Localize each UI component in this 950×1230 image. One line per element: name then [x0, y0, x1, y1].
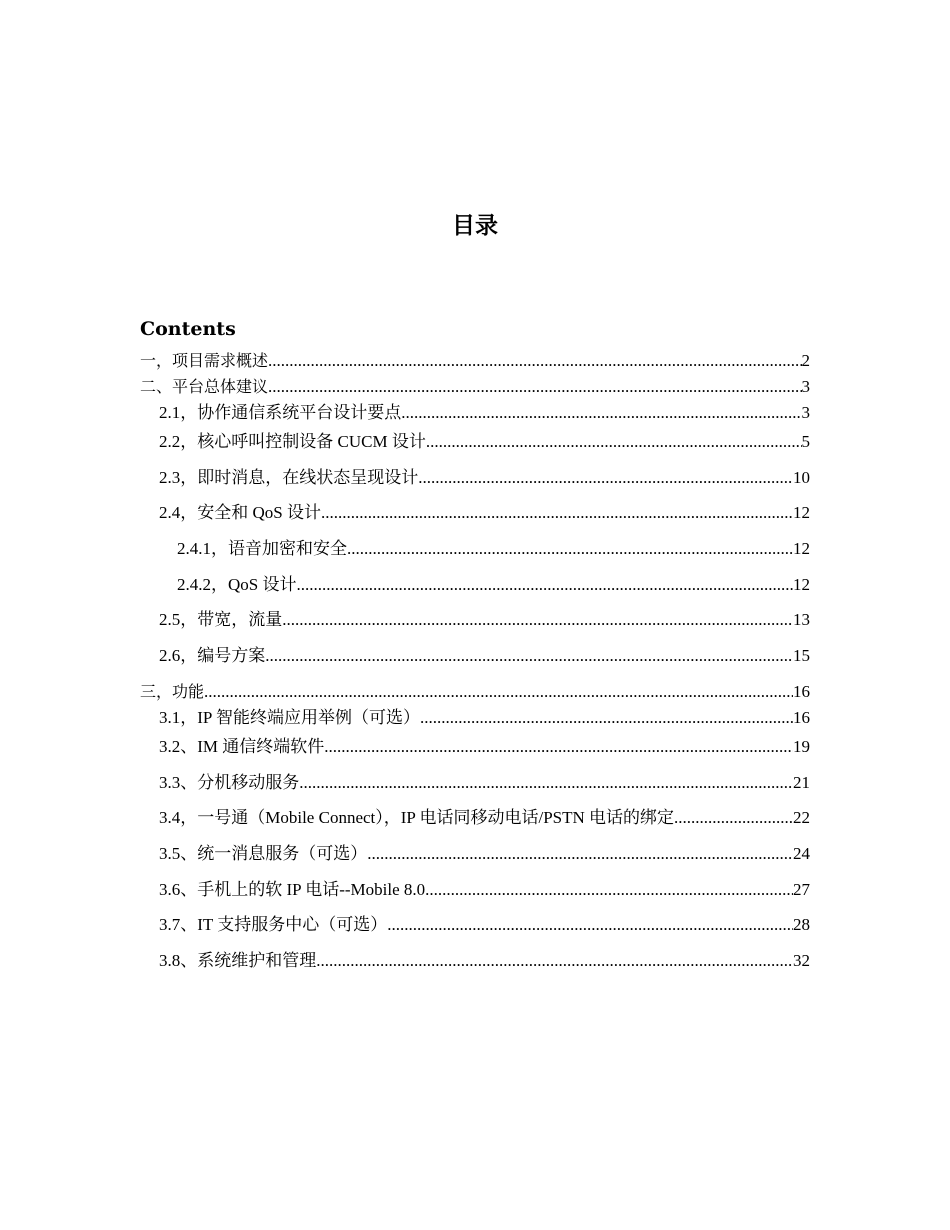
toc-leader [367, 841, 793, 867]
toc-leader [324, 734, 793, 760]
toc-leader [420, 705, 793, 731]
toc-leader [296, 572, 793, 598]
toc-page-number: 15 [793, 646, 810, 666]
toc-page-number: 16 [793, 707, 810, 727]
toc-entry-text: 3.4，一号通（Mobile Connect），IP 电话同移动电话/PSTN 电话的绑定 [159, 808, 675, 828]
toc-entry-text: 2.2，核心呼叫控制设备 CUCM 设计 [159, 432, 426, 451]
toc-entry[interactable] [140, 607, 810, 643]
toc-leader [426, 429, 802, 455]
toc-page-number: 3 [801, 403, 810, 422]
toc-entry[interactable] [140, 500, 810, 536]
toc-page-number: 12 [793, 503, 810, 523]
toc-entry[interactable] [140, 705, 810, 734]
toc-entry[interactable] [140, 841, 810, 877]
toc-entry-text: 3.5、统一消息服务（可选） [159, 843, 368, 863]
toc-entry[interactable] [140, 770, 810, 806]
toc-page-number: 13 [793, 610, 810, 630]
toc-entry-text: 2.6，编号方案 [159, 646, 266, 666]
toc-page-number: 12 [793, 574, 810, 594]
toc-entry[interactable] [140, 400, 810, 429]
toc-entry-text: 3.1，IP 智能终端应用举例（可选） [159, 707, 420, 727]
toc-page-number: 12 [793, 539, 810, 559]
toc-entry[interactable] [140, 465, 810, 501]
toc-leader [265, 643, 793, 669]
toc-entry-text: 2.3，即时消息，在线状态呈现设计 [159, 467, 419, 487]
toc-leader [387, 912, 793, 938]
toc-entry[interactable] [140, 374, 810, 400]
toc-entry-text: 3.2、IM 通信终端软件 [159, 736, 325, 756]
toc-entry-text: 2.4.2，QoS 设计 [177, 574, 297, 594]
toc-entry-text: 2.1，协作通信系统平台设计要点 [159, 403, 402, 422]
toc-entry-text: 3.3、分机移动服务 [159, 772, 300, 792]
toc-entry[interactable] [140, 348, 810, 374]
toc-entry-text: 2.4.1，语音加密和安全 [177, 539, 347, 559]
toc-entry[interactable] [140, 877, 810, 913]
toc-leader [401, 400, 801, 426]
toc-entry-text: 一，项目需求概述 [140, 351, 269, 370]
toc-entry-text: 2.5，带宽，流量 [159, 610, 283, 630]
toc-entry-text: 3.8、系统维护和管理 [159, 950, 317, 970]
toc-leader [347, 536, 793, 562]
toc-entry-text: 2.4，安全和 QoS 设计 [159, 503, 321, 523]
toc-leader [299, 770, 793, 796]
toc-page-number: 5 [801, 432, 810, 451]
toc-page-number: 16 [793, 681, 810, 701]
toc-page-number: 3 [801, 377, 810, 396]
toc-page-number: 22 [793, 808, 810, 828]
toc-leader [316, 948, 793, 974]
toc-entry[interactable] [140, 805, 810, 841]
toc-leader [674, 805, 793, 831]
toc-entry[interactable] [140, 679, 810, 705]
toc-leader [268, 348, 801, 374]
toc-leader [321, 500, 793, 526]
toc-page-number: 19 [793, 736, 810, 756]
contents-heading: Contents [140, 318, 236, 340]
toc-page-number: 27 [793, 879, 810, 899]
toc-entry[interactable] [140, 948, 810, 984]
toc-entry[interactable] [140, 734, 810, 770]
toc-entry[interactable] [140, 643, 810, 679]
toc-entry-text: 3.6、手机上的软 IP 电话--Mobile 8.0 [159, 879, 426, 899]
table-of-contents [140, 348, 810, 984]
toc-leader [418, 465, 793, 491]
toc-page-number: 28 [793, 915, 810, 935]
toc-leader [425, 877, 793, 903]
toc-leader [204, 679, 793, 705]
toc-entry[interactable] [140, 536, 810, 572]
toc-entry-text: 二、平台总体建议 [140, 377, 269, 396]
toc-entry-text: 三，功能 [140, 681, 205, 701]
page-title: 目录 [452, 213, 498, 239]
toc-page-number: 24 [793, 843, 810, 863]
toc-leader [282, 607, 793, 633]
toc-entry[interactable] [140, 912, 810, 948]
toc-entry[interactable] [140, 429, 810, 465]
toc-entry[interactable] [140, 572, 810, 608]
toc-page-number: 10 [793, 467, 810, 487]
toc-leader [268, 374, 801, 400]
toc-entry-text: 3.7、IT 支持服务中心（可选） [159, 915, 388, 935]
toc-page-number: 2 [801, 351, 810, 370]
toc-page-number: 32 [793, 950, 810, 970]
toc-page-number: 21 [793, 772, 810, 792]
